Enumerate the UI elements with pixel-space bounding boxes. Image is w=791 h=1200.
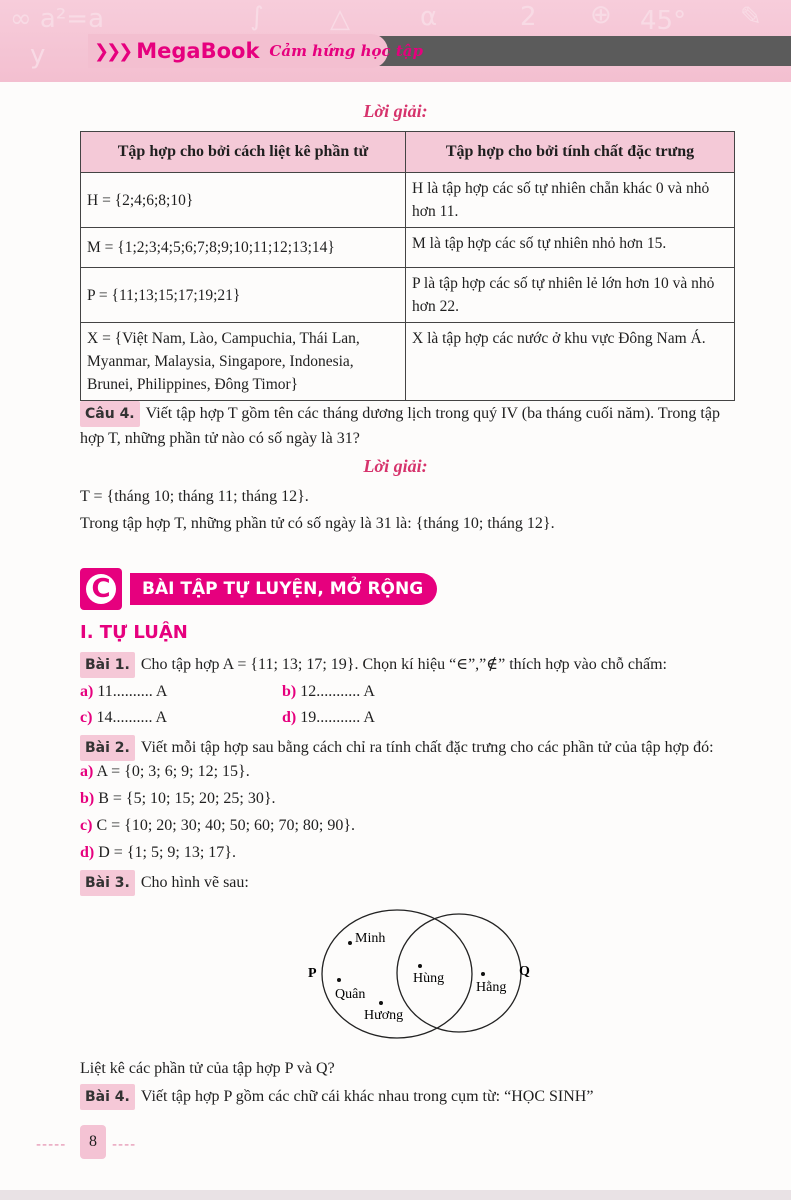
- bottom-edge: [0, 1190, 791, 1200]
- table-row: [81, 323, 735, 401]
- doodle-text: △: [330, 4, 350, 34]
- doodle-text: ∞ a²=a: [10, 4, 104, 34]
- option-text: 12........... A: [300, 683, 375, 700]
- page-header: [0, 0, 791, 82]
- item-text: D = {1; 5; 9; 13; 17}.: [98, 844, 236, 861]
- point-label: Hùng: [413, 971, 445, 986]
- brand-slogan: Cảm hứng học tập: [269, 42, 424, 60]
- table-cell-right: M là tập hợp các số tự nhiên nhỏ hơn 15.: [406, 228, 735, 268]
- answer-line: T = {tháng 10; tháng 11; tháng 12}.: [80, 488, 309, 505]
- point-label: Minh: [355, 931, 386, 946]
- table-header-col1: Tập hợp cho bởi cách liệt kê phần tử: [81, 132, 406, 173]
- option-label: b): [282, 683, 297, 700]
- subsection-title: I. TỰ LUẬN: [80, 622, 188, 643]
- item-text: A = {0; 3; 6; 9; 12; 15}.: [96, 763, 250, 780]
- option-text: 14.......... A: [96, 709, 168, 726]
- section-c-heading: [80, 566, 437, 612]
- item-label: a): [80, 763, 94, 780]
- question-text: Viết tập hợp T gồm tên các tháng dương lịch trong quý IV (ba tháng cuối năm). Trong tập: [145, 405, 720, 422]
- exercise-1: [80, 652, 667, 678]
- list-item: [80, 763, 250, 781]
- doodle-text: 45°: [640, 6, 687, 36]
- table-header-col2: Tập hợp cho bởi tính chất đặc trưng: [406, 132, 735, 173]
- point-dot: [337, 978, 341, 982]
- doodle-text: y: [30, 40, 46, 70]
- option-label: c): [80, 709, 93, 726]
- table-header-row: [81, 132, 735, 173]
- footer-dashes: ----: [112, 1137, 137, 1153]
- table-cell-right: H là tập hợp các số tự nhiên chẵn khác 0 và nhỏ hơn 11.: [406, 173, 735, 228]
- exercise-3-question: Liệt kê các phần tử của tập hợp P và Q?: [80, 1060, 335, 1077]
- list-item: [80, 844, 236, 862]
- point-dot: [418, 964, 422, 968]
- option: [80, 709, 167, 727]
- point-dot: [481, 972, 485, 976]
- brand-logo: [94, 36, 423, 66]
- point-label: Hương: [364, 1008, 404, 1023]
- list-item: [80, 790, 276, 808]
- option: [282, 683, 375, 701]
- doodle-text: ⊕: [590, 0, 612, 30]
- point-label: Quân: [335, 987, 366, 1002]
- exercise-text: Viết tập hợp P gồm các chữ cái khác nhau trong cụm từ: “HỌC SINH”: [140, 1088, 594, 1105]
- point-dot: [379, 1001, 383, 1005]
- table-row: [81, 173, 735, 228]
- doodle-text: 2: [520, 2, 537, 32]
- exercise-text: Cho hình vẽ sau:: [140, 874, 249, 891]
- doodle-text: α: [420, 2, 438, 32]
- footer-dashes: -----: [36, 1137, 67, 1153]
- option: [80, 683, 167, 701]
- doodle-text: ✎: [740, 2, 762, 32]
- question-4-line2: hợp T, những phần tử nào có số ngày là 31?: [80, 430, 360, 447]
- option-text: 19........... A: [300, 709, 375, 726]
- table-row: [81, 228, 735, 268]
- exercise-2: [80, 735, 714, 761]
- exercise-tag: Bài 2.: [80, 735, 135, 761]
- set-p-label: P: [308, 966, 317, 981]
- doodle-text: ∫: [250, 2, 264, 32]
- page-number: 8: [80, 1125, 106, 1159]
- exercise-3: [80, 870, 249, 896]
- option-text: 11.......... A: [97, 683, 168, 700]
- question-4: [80, 401, 720, 427]
- point-label: Hằng: [476, 980, 507, 995]
- table-cell-left: P = {11;13;15;17;19;21}: [81, 268, 406, 323]
- table-row: [81, 268, 735, 323]
- item-label: c): [80, 817, 93, 834]
- exercise-tag: Bài 4.: [80, 1084, 135, 1110]
- brand-mark: ❯❯❯: [94, 40, 131, 62]
- option-label: d): [282, 709, 297, 726]
- section-title: BÀI TẬP TỰ LUYỆN, MỞ RỘNG: [130, 573, 437, 605]
- answer-line: Trong tập hợp T, những phần tử có số ngày là 31 là: {tháng 10; tháng 12}.: [80, 515, 555, 532]
- item-label: d): [80, 844, 95, 861]
- list-item: [80, 817, 355, 835]
- exercise-tag: Bài 1.: [80, 652, 135, 678]
- exercise-text: Viết mỗi tập hợp sau bằng cách chỉ ra tính chất đặc trưng cho các phần tử của tập hợp đó:: [140, 739, 714, 756]
- solution-table: [80, 131, 735, 401]
- solution-title: Lời giải:: [363, 456, 428, 476]
- option-label: a): [80, 683, 94, 700]
- section-letter: C: [86, 574, 116, 604]
- exercise-4: [80, 1084, 593, 1110]
- item-label: b): [80, 790, 95, 807]
- exercise-tag: Bài 3.: [80, 870, 135, 896]
- point-dot: [348, 941, 352, 945]
- question-tag: Câu 4.: [80, 401, 140, 427]
- section-letter-badge: [80, 568, 122, 610]
- table-cell-right: X là tập hợp các nước ở khu vực Đông Nam Á.: [406, 323, 735, 401]
- table-cell-left: M = {1;2;3;4;5;6;7;8;9;10;11;12;13;14}: [81, 228, 406, 268]
- item-text: C = {10; 20; 30; 40; 50; 60; 70; 80; 90}.: [96, 817, 356, 834]
- brand-name: MegaBook: [136, 39, 260, 63]
- venn-diagram: [300, 908, 540, 1040]
- solution-title: Lời giải:: [363, 101, 428, 121]
- option: [282, 709, 375, 727]
- table-cell-right: P là tập hợp các số tự nhiên lẻ lớn hơn 10 và nhỏ hơn 22.: [406, 268, 735, 323]
- table-cell-left: H = {2;4;6;8;10}: [81, 173, 406, 228]
- set-q-label: Q: [519, 964, 530, 979]
- exercise-text: Cho tập hợp A = {11; 13; 17; 19}. Chọn kí hiệu “∈”,”∉” thích hợp vào chỗ chấm:: [140, 656, 667, 673]
- table-cell-left: X = {Việt Nam, Lào, Campuchia, Thái Lan, Myanmar, Malaysia, Singapore, Indonesia, Brunei, Philippines, Đông Timor}: [81, 323, 406, 401]
- item-text: B = {5; 10; 15; 20; 25; 30}.: [98, 790, 276, 807]
